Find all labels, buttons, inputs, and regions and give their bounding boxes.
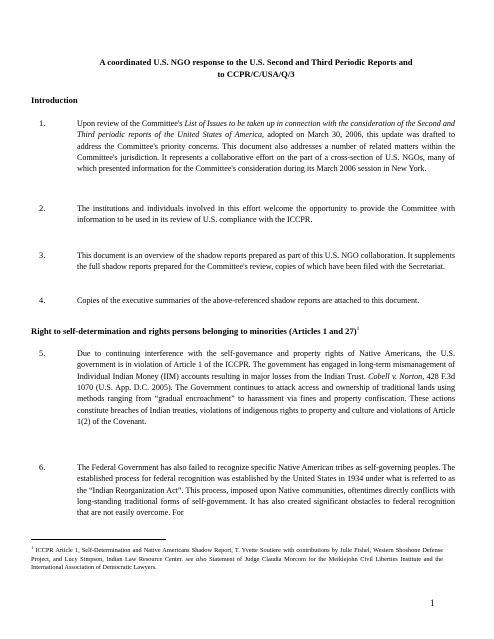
footnote-1: $^1$ ICCPR Article 1, Self-Determination and Native Americans Shadow Report, T. Yvette Soutiere with contributions by Julie Fishel, Western Shoshone Defense Project, and Lucy Simpson, Indian Law Resource Center. see also Statement of Judge Claudia Morcom for the Meiklejohn Civil Liberties Institute and the International Association of Democratic Lawyers. [31,545,443,571]
footnote-ref: 1 [356,326,360,332]
paragraph-number: 6. [39,463,46,472]
paragraph-2: The institutions and individuals involved in this effort welcome the opportunity to provide the Committee with information to be used in its review of U.S. compliance with the ICCPR. [77,204,455,225]
title-line-1: A coordinated U.S. NGO response to the U.S. Second and Third Periodic Reports and [99,57,413,67]
document-title [68,57,444,80]
section-heading-self-determination: Right to self-determination and rights persons belonging to minorities (Articles 1 and 27)$^1$ [31,325,360,336]
paragraph-5: Due to continuing interference with the self-governance and property rights of Native Americans, the U.S. government is in violation of Article 1 of the ICCPR. The government has engaged in long-term mismanagement of Individual Indian Money (IIM) accounts resulting in major losses from the Indian Trust. Cobell v. Norton, 428 F.3d 1070 (U.S. App. D.C. 2005). The Government continues to attack access and ownership of traditional lands using methods ranging from “gradual encroachment” to harassment via fines and property confiscation. These actions constitute breaches of Indian treaties, violations of indigenous rights to property and culture and violations of Article 1(2) of the Covenant. [77,349,455,427]
paragraph-1: Upon review of the Committee's List of Issues to be taken up in connection with the consideration of the Second and Third periodic reports of the United States of America, adopted on March 30, 2006, this update was drafted to address the Committee's priority concerns. This document also addresses a number of related matters within the Committee's jurisdiction. It represents a collaborative effort on the part of a cross-section of U.S. NGOs, many of which presented information for the Committee's consideration during its March 2006 session in New York. [77,119,455,174]
paragraph-number: 1. [39,119,46,128]
paragraph-6: The Federal Government has also failed to recognize specific Native American tribes as self-governing peoples. The established process for federal recognition was established by the United States in 1934 under what is referred to as the “Indian Reorganization Act”. This process, imposed upon Native communities, oftentimes directly conflicts with long-standing traditional forms of self-government. It has also created significant obstacles to federal recognition that are not easily overcome. For [77,463,455,518]
paragraph-number: 4. [39,296,46,305]
paragraph-3: This document is an overview of the shadow reports prepared as part of this U.S. NGO collaboration. It supplements the full shadow reports prepared for the Committee's review, copies of which have been filed with the Secretariat. [77,251,455,272]
page-number: 1 [430,598,435,608]
title-line-2: to CCPR/C/USA/Q/3 [217,68,295,79]
paragraph-4: Copies of the executive summaries of the above-referenced shadow reports are attached to this document. [77,296,420,305]
footnote-separator [31,539,166,540]
paragraph-number: 2. [39,204,46,213]
paragraph-number: 3. [39,251,46,260]
introduction-heading: Introduction [31,95,78,105]
paragraph-number: 5. [39,349,46,358]
